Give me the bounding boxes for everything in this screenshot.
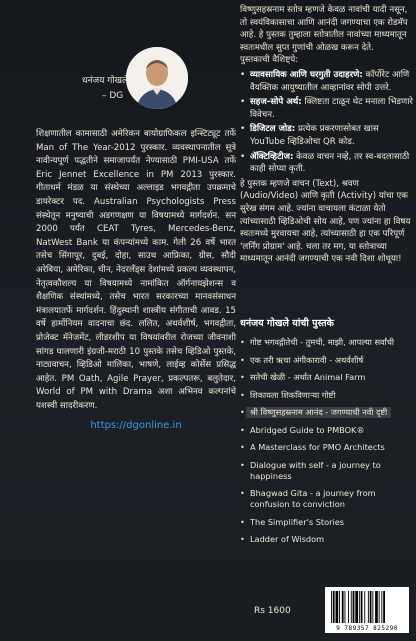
barcode-bar xyxy=(339,591,340,623)
barcode-bar xyxy=(364,591,365,623)
book-item xyxy=(240,372,416,383)
price-label: Rs 1600 xyxy=(254,606,291,616)
book-item xyxy=(240,337,416,348)
barcode-bar xyxy=(381,591,382,623)
isbn-barcode xyxy=(325,587,409,633)
book-item xyxy=(240,517,416,528)
bullet-icon: • xyxy=(240,372,245,382)
bullet-icon: • xyxy=(240,151,246,162)
barcode-bars xyxy=(331,591,403,623)
author-photo xyxy=(126,47,188,109)
bullet-icon: • xyxy=(240,69,246,80)
feature-head: सहज-सोपे अर्थ: xyxy=(250,97,302,108)
book-item xyxy=(240,460,416,482)
feature-item xyxy=(240,123,416,148)
feature-body: कॉर्पोरेट आणि वैयक्तिक आयुष्यातील आव्हानांवर सोपी उत्तरे. xyxy=(250,69,410,93)
bullet-icon: • xyxy=(240,97,246,108)
bullet-icon: • xyxy=(240,442,245,452)
intro-paragraph: विष्णुसहस्रनाम स्तोत्र म्हणजे केवळ नावांची यादी नसून, तो स्वयंविकासाचा आणि आनंदी जगण्याचा एक रोडमॅप आहे. हे पुस्तक तुम्हाला स्तोत्रातील नावांच्या माध्यमातून स्वतःमधील सुप्त गुणांची ओळख करून देते. xyxy=(240,5,408,53)
books-title: धनंजय गोखले यांची पुस्तके xyxy=(240,318,334,329)
book-item xyxy=(240,390,416,401)
barcode-bar xyxy=(345,591,346,623)
barcode-bar xyxy=(359,591,360,623)
barcode-bar xyxy=(348,591,349,623)
barcode-bar xyxy=(342,591,344,623)
feature-item xyxy=(240,96,416,121)
book-title: The Simplifier's Stories xyxy=(250,516,345,527)
bullet-icon: • xyxy=(240,124,246,135)
books-list xyxy=(240,316,416,552)
book-item xyxy=(240,488,416,510)
book-title: Abridged Guide to PMBOK® xyxy=(250,424,365,435)
intro-closing: हे पुस्तक म्हणजे वाचन (Text), श्रवण (Audio/Video) आणि कृती (Activity) यांचा एक सुरेख संगम आहे. ज्यांना वाचायला कंटाळा येतो त्यांच्यासाठी व्हिडिओची सोय आहे, पण ज्यांना हा विषय स्वतःमध्ये मुरवायचा आहे, त्यांच्यासाठी हा एक परिपूर्ण 'लर्निंग प्रोग्राम' आहे. चला तर मग, या स्तोत्राच्या माध्यमातून आनंदी जगण्याची एक नवी दिशा शोधूया! xyxy=(240,178,411,265)
book-item xyxy=(240,425,416,436)
bullet-icon: • xyxy=(240,407,245,417)
book-item xyxy=(240,442,416,453)
bullet-icon: • xyxy=(240,337,245,347)
author-name: धनंजय गोखले xyxy=(82,76,129,86)
bullet-icon: • xyxy=(240,389,245,400)
barcode-bar xyxy=(375,591,378,623)
barcode-bar xyxy=(372,591,373,623)
book-title: श्री विष्णुसहस्रनाम आनंद - जगण्याची नवी दृष्टी xyxy=(246,407,391,418)
barcode-bar xyxy=(383,591,385,623)
feature-text xyxy=(250,96,416,121)
book-title: सतेची खेळी - अर्थात Animal Farm xyxy=(250,372,366,382)
barcode-bar xyxy=(333,591,335,623)
barcode-bar xyxy=(368,591,369,623)
features-title: पुस्तकाची वैशिष्ट्ये: xyxy=(240,55,299,66)
barcode-bar xyxy=(353,591,355,623)
feature-body: क्लिष्टता टाळून थेट मनाला भिडणारे विवेचन. xyxy=(250,97,413,120)
bio-text: शिक्षणातील कामासाठी अमेरिकन बायोग्राफिकल इन्स्टिट्यूट तर्फे Man of The Year-2012 पुरस्कार. व्यवस्थापनातील सूत्रे नावीन्यपूर्ण पद्धतीने समाजापर्यंत नेण्यासाठी PMI-USA तर्फे Eric Jennet Excellence in PM 2013 पुरस्कार. गीताधर्म मंडळ या संस्थेच्या अल्लाइड भगवद्गीता उपक्रमाचे डायरेक्टर पद. Australian Psychologists Press संस्थेतून मनुष्याची अडगणक्षण या विषयामध्ये मार्गदर्शन. सन 2000 पर्यंत CEAT Tyres, Mercedes-Benz, NatWest Bank या कंपन्यांमध्ये काम. गेली 26 वर्षे भारत तसेच सिंगापूर, दुबई, दोहा, साउथ आफ्रिका, ग्रीस, सौदी अरेबिया, अमेरिका, चीन, नेदरलँड्स देशांमध्ये प्रकल्प व्यवस्थापन, नेतृत्वकौशल्य या विषयामध्ये नामांकित ऑर्गनायझेशन्स व शैक्षणिक संस्थांमध्ये, तसेच भारत सरकारच्या मानवसंसाधन मंत्रालयातर्फे मार्गदर्शन. हिंदुस्थानी शास्त्रीय संगीताची आवड. 15 वर्षे हार्मोनियम वादनाचा छंद. ललित, अथर्वशीर्ष, भगवद्गीता, प्रोजेक्ट मॅनेजमेंट, लीडरशीप या विषयांवरील रोजच्या जीवनाशी सांगड घालणारी इंग्रजी-मराठी 10 पुस्तके तसेच व्हिडिओ पुस्तके, नाट्यवाचन, व्हिडिओ मालिका, भाषणे, लाईव्ह कोर्सेस प्रसिद्ध आहेत. PM Oath, Agile Prayer, प्रकल्पतरू, बलुतेदार, World of PM with Drama अशा अभिनव कल्पनांचे यशस्वी सादरीकरण. xyxy=(36,129,236,411)
book-item xyxy=(240,534,416,545)
barcode-bar xyxy=(361,591,363,623)
bullet-icon: • xyxy=(240,424,245,435)
barcode-bar xyxy=(355,591,358,623)
book-item xyxy=(240,407,416,418)
book-title: गोष्ट भगवद्गीतेची - तुमची, माझी, आपल्या सर्वांची xyxy=(250,337,395,347)
feature-item xyxy=(240,151,416,176)
feature-head: डिजिटल जोड: xyxy=(250,124,296,135)
feature-body: केवळ वाचन नव्हे, तर स्व-बदलासाठी काही सोप्या कृती. xyxy=(250,151,410,175)
feature-text xyxy=(250,69,416,94)
author-initials: – DG xyxy=(102,91,124,101)
bullet-icon: • xyxy=(240,516,245,527)
bullet-icon: • xyxy=(240,459,245,470)
feature-text xyxy=(250,151,416,176)
bullet-icon: • xyxy=(240,354,245,365)
features-list xyxy=(240,69,416,176)
bullet-icon: • xyxy=(240,534,245,544)
book-title: शिकायला शिकविणाऱ्या गोष्टी xyxy=(250,389,336,400)
book-title: A Masterclass for PMO Architects xyxy=(250,442,385,452)
barcode-bar xyxy=(370,591,372,623)
barcode-bar xyxy=(331,591,332,623)
author-bio xyxy=(36,128,236,433)
right-column xyxy=(240,0,416,641)
book-item xyxy=(240,355,416,366)
feature-head: ॲक्टिव्हिटीज: xyxy=(250,151,294,162)
book-items xyxy=(240,337,416,545)
feature-text xyxy=(250,123,416,148)
book-title: Dialogue with self - a journey to happiness xyxy=(250,459,381,481)
isbn-number: 9 789357 825290 xyxy=(336,625,398,632)
barcode-bar xyxy=(336,591,339,623)
barcode-bar xyxy=(351,591,352,623)
website-link[interactable]: https://dgonline.in xyxy=(90,420,182,432)
barcode-bar xyxy=(379,591,380,623)
book-title: एक तरी ऋचा अंगीकारावी - अथर्वशीर्ष xyxy=(250,354,364,365)
feature-item xyxy=(240,69,416,94)
book-title: Ladder of Wisdom xyxy=(250,534,325,544)
bullet-icon: • xyxy=(240,488,245,498)
feature-head: व्यावसायिक आणि घरगुती उदाहरणे: xyxy=(250,69,363,80)
book-title: Bhagwad Gita - a journey from confusion to conviction xyxy=(250,488,376,509)
book-intro xyxy=(240,4,416,266)
feature-body: प्रत्येक प्रकरणासोबत खास YouTube व्हिडिओचा QR कोड. xyxy=(250,124,379,147)
